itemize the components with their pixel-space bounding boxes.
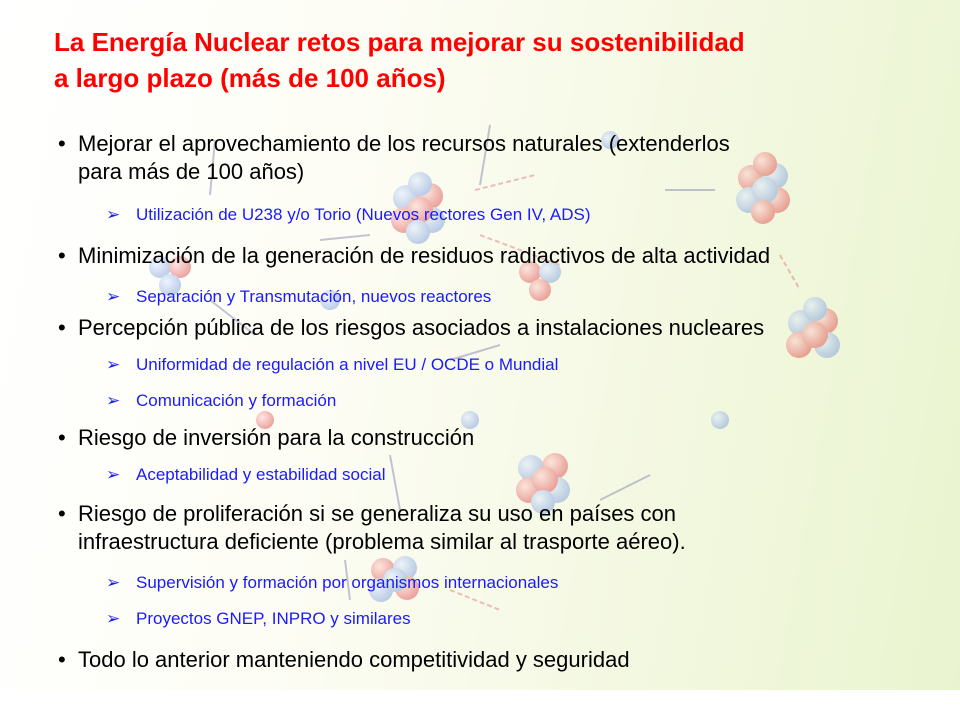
bullet-icon: • bbox=[58, 131, 66, 156]
bullet-icon: • bbox=[58, 425, 66, 450]
arrow-bullet-icon: ➢ bbox=[106, 391, 121, 410]
item-text-line-1: Riesgo de inversión para la construcción bbox=[78, 425, 475, 450]
item-text-line-1: Todo lo anterior manteniendo competitividad y seguridad bbox=[78, 647, 630, 672]
item-text-line-1: Riesgo de proliferación si se generaliza su uso en países con bbox=[78, 501, 677, 526]
list-item bbox=[58, 242, 938, 270]
sub-list-item bbox=[106, 354, 926, 376]
arrow-bullet-icon: ➢ bbox=[106, 465, 121, 484]
sub-item-text: Supervisión y formación por organismos internacionales bbox=[136, 573, 559, 592]
arrow-bullet-icon: ➢ bbox=[106, 205, 121, 224]
slide-title-line-1: La Energía Nuclear retos para mejorar su sostenibilidad bbox=[54, 27, 745, 57]
item-text-line-2: infraestructura deficiente (problema similar al trasporte aéreo). bbox=[78, 529, 686, 554]
sub-item-text: Proyectos GNEP, INPRO y similares bbox=[136, 609, 411, 628]
slide-title bbox=[54, 24, 934, 96]
item-text-line-1: Percepción pública de los riesgos asociados a instalaciones nucleares bbox=[78, 315, 765, 340]
list-item bbox=[58, 130, 938, 186]
slide-title-line-2: a largo plazo (más de 100 años) bbox=[54, 63, 446, 93]
item-text-line-1: Minimización de la generación de residuos radiactivos de alta actividad bbox=[78, 243, 771, 268]
sub-item-text: Separación y Transmutación, nuevos reactores bbox=[136, 287, 492, 306]
sub-item-text: Comunicación y formación bbox=[136, 391, 337, 410]
sub-item-text: Aceptabilidad y estabilidad social bbox=[136, 465, 386, 484]
list-item bbox=[58, 646, 938, 674]
item-text-line-2: para más de 100 años) bbox=[78, 159, 305, 184]
sub-list-item bbox=[106, 608, 926, 630]
list-item bbox=[58, 314, 938, 342]
item-text-line-1: Mejorar el aprovechamiento de los recursos naturales (extenderlos bbox=[78, 131, 730, 156]
arrow-bullet-icon: ➢ bbox=[106, 355, 121, 374]
sub-list-item bbox=[106, 204, 926, 226]
sub-list-item bbox=[106, 390, 926, 412]
bullet-icon: • bbox=[58, 647, 66, 672]
sub-item-text: Uniformidad de regulación a nivel EU / OCDE o Mundial bbox=[136, 355, 559, 374]
bullet-icon: • bbox=[58, 243, 66, 268]
list-item bbox=[58, 424, 938, 452]
arrow-bullet-icon: ➢ bbox=[106, 573, 121, 592]
arrow-bullet-icon: ➢ bbox=[106, 287, 121, 306]
bullet-icon: • bbox=[58, 315, 66, 340]
sub-list-item bbox=[106, 464, 926, 486]
bottom-margin bbox=[0, 690, 960, 720]
sub-item-text: Utilización de U238 y/o Torio (Nuevos rectores Gen IV, ADS) bbox=[136, 205, 591, 224]
list-item bbox=[58, 500, 938, 556]
sub-list-item bbox=[106, 572, 926, 594]
sub-list-item bbox=[106, 286, 926, 308]
arrow-bullet-icon: ➢ bbox=[106, 609, 121, 628]
bullet-icon: • bbox=[58, 501, 66, 526]
